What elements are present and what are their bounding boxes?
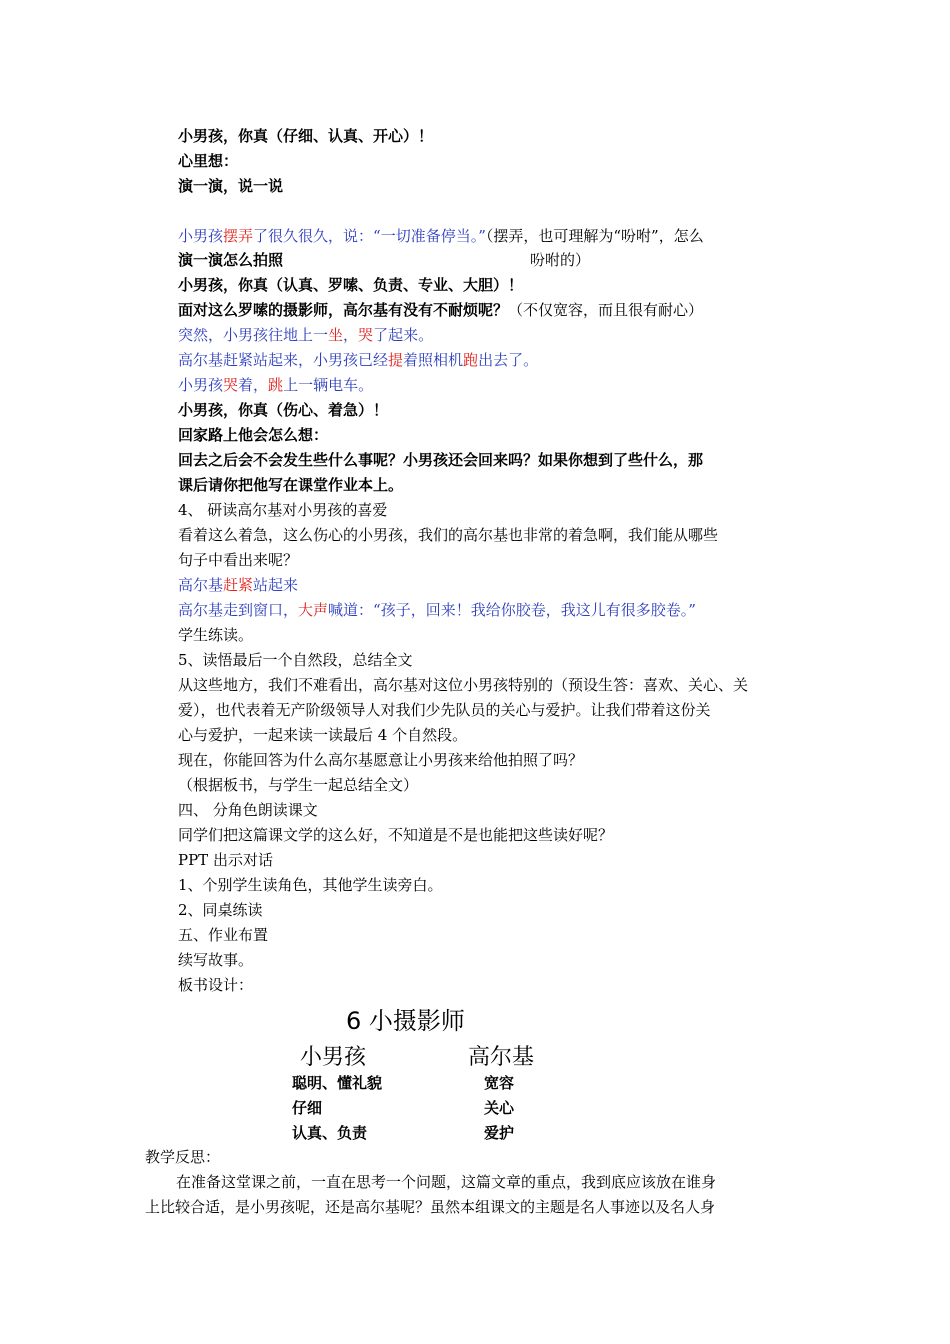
line-sudden [178,324,433,346]
text-segment: 站起来 [253,576,299,594]
line-praise-2: 小男孩，你真（认真、罗嗦、负责、专业、大胆）！ [178,276,524,294]
text-segment: ， [343,326,359,344]
text-segment: 高尔基赶紧站起来，小男孩已经 [178,351,389,369]
reflection-paragraph-line: 在准备这堂课之前，一直在思考一个问题，这篇文章的重点，我到底应该放在谁身 [176,1173,717,1191]
line-gorky-stand [178,349,538,371]
text-note: （摆弄，也可理解为“吩咐”，怎么 [485,227,704,245]
text-question: 面对这么罗嗦的摄影师，高尔基有没有不耐烦呢？ [178,301,509,319]
line-worried: 看着这么着急，这么伤心的小男孩，我们的高尔基也非常的着急啊，我们能从哪些 [178,526,719,544]
text-highlight: 跳 [268,376,284,394]
text-highlight: 摆弄 [223,227,254,245]
text-highlight: 提 [388,351,404,369]
line-way-home: 回家路上他会怎么想： [178,426,329,444]
line-boy-cry [178,374,373,396]
line-praise-3: 小男孩，你真（伤心、着急）！ [178,401,389,419]
board-right-item: 宽容 [484,1074,515,1092]
text-segment: 小男孩 [178,227,224,245]
line-arrange [178,225,704,247]
text-segment: 着照相机 [403,351,464,369]
text-segment: 了很久很久，说：“一切准备停当。” [253,227,486,245]
line-step-2: 2、同桌练读 [178,901,263,919]
line-question-why: 现在，你能回答为什么高尔基愿意让小男孩来给他拍照了吗？ [178,751,584,769]
text-segment: 高尔基 [178,576,224,594]
text-note: （不仅宽容，而且很有耐心） [508,301,704,319]
section-5-heading: 5、读悟最后一个自然段，总结全文 [178,651,413,669]
line-summary-1: 从这些地方，我们不难看出，高尔基对这位小男孩特别的（预设生答：喜欢、关心、关 [178,676,749,694]
line-after: 回去之后会不会发生些什么事呢？小男孩还会回来吗？如果你想到了些什么，那 [178,451,704,469]
text-segment: 着， [238,376,269,394]
line-board-summary: （根据板书，与学生一起总结全文） [178,776,419,794]
line-continue-story: 续写故事。 [178,951,254,969]
line-summary-3: 心与爱护，一起来读一读最后 4 个自然段。 [178,726,468,744]
board-right-heading: 高尔基 [468,1045,535,1070]
board-right-item: 关心 [484,1099,515,1117]
line-sentences: 句子中看出来呢？ [178,551,299,569]
section-five-heading: 五、作业布置 [178,926,269,944]
text-segment: 突然，小男孩往地上一 [178,326,329,344]
text-segment: 高尔基走到窗口， [178,601,299,619]
text-highlight: 哭 [223,376,239,394]
board-title: 6 小摄影师 [346,1007,465,1035]
line-act: 演一演，说一说 [178,177,284,195]
section-4-heading: 4、 研读高尔基对小男孩的喜爱 [178,501,388,519]
text-highlight: 大声 [298,601,329,619]
line-homework-note: 课后请你把他写在课堂作业本上。 [178,476,404,494]
text-segment: 上一辆电车。 [283,376,374,394]
reflection-paragraph-line: 上比较合适，是小男孩呢，还是高尔基呢？虽然本组课文的主题是名人事迹以及名人身 [145,1198,716,1216]
board-left-item: 仔细 [292,1099,323,1117]
line-praise-1: 小男孩，你真（仔细、认真、开心）！ [178,127,434,145]
line-gorky-shout [178,599,696,621]
text-highlight: 坐 [328,326,344,344]
reflection-heading: 教学反思： [145,1148,221,1166]
board-left-heading: 小男孩 [300,1045,367,1070]
board-left-item: 认真、负责 [292,1124,368,1142]
line-think: 心里想： [178,152,239,170]
line-step-1: 1、个别学生读角色，其他学生读旁白。 [178,876,443,894]
text-segment: 小男孩 [178,376,224,394]
line-board-design: 板书设计： [178,976,254,994]
line-act-photo: 演一演怎么拍照 [178,251,284,269]
line-question-patience [178,299,703,321]
text-highlight: 跑 [463,351,479,369]
line-summary-2: 爱），也代表着无产阶级领导人对我们少先队员的关心与爱护。让我们带着这份关 [178,701,711,719]
line-read-well: 同学们把这篇课文学的这么好，不知道是不是也能把这些读好呢？ [178,826,614,844]
board-left-item: 聪明、懂礼貌 [292,1074,383,1092]
board-right-item: 爱护 [484,1124,515,1142]
text-segment: 出去了。 [478,351,539,369]
line-gorky-hurry [178,574,298,596]
text-segment: 了起来。 [373,326,434,344]
line-practice: 学生练读。 [178,626,254,644]
line-ppt: PPT 出示对话 [178,851,273,869]
text-note-continued: 吩咐的） [530,251,591,269]
text-highlight: 赶紧 [223,576,254,594]
text-highlight: 哭 [358,326,374,344]
text-segment: 喊道：“孩子，回来！我给你胶卷，我这儿有很多胶卷。” [328,601,696,619]
section-four-heading: 四、 分角色朗读课文 [178,801,318,819]
